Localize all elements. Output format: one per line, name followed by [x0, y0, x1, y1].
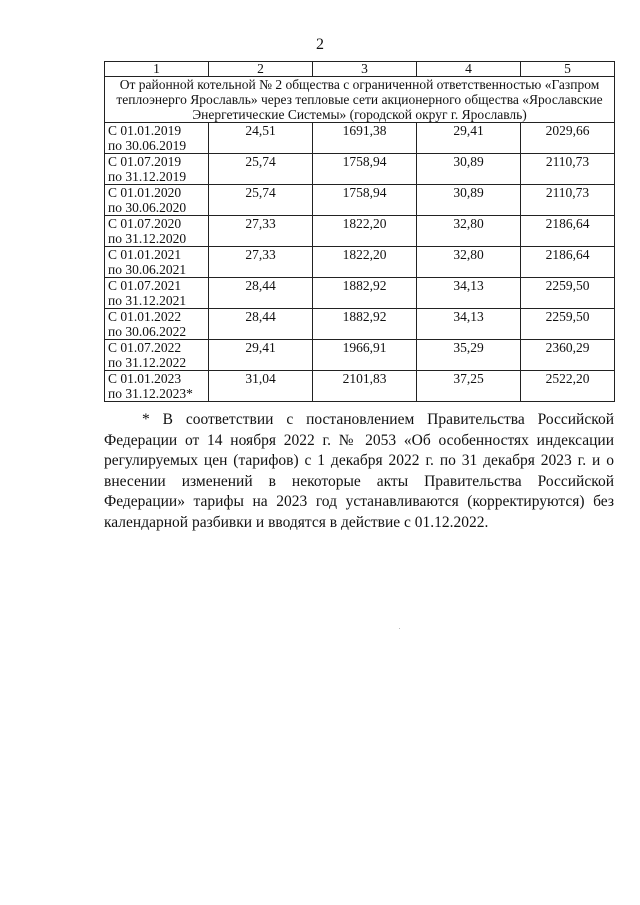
table-row	[105, 123, 615, 154]
value-cell-col2: 27,33	[209, 216, 313, 247]
period-to: по 31.12.2023*	[108, 386, 193, 401]
section-row	[105, 77, 615, 123]
value-cell-col3: 1691,38	[313, 123, 417, 154]
period-from: С 01.01.2023	[108, 371, 182, 386]
value-cell-col2: 24,51	[209, 123, 313, 154]
value-cell-col4: 34,13	[417, 278, 521, 309]
period-to: по 30.06.2020	[108, 200, 187, 215]
period-to: по 31.12.2020	[108, 231, 187, 246]
page-number: 2	[316, 36, 324, 53]
value-cell-col2: 25,74	[209, 185, 313, 216]
period-cell	[105, 154, 209, 185]
period-to: по 30.06.2019	[108, 138, 187, 153]
scan-speck	[399, 628, 400, 629]
period-cell	[105, 309, 209, 340]
value-cell-col3: 1882,92	[313, 309, 417, 340]
value-cell-col5: 2259,50	[521, 278, 615, 309]
value-cell-col3: 1758,94	[313, 185, 417, 216]
column-header-2: 2	[209, 62, 313, 77]
period-cell	[105, 185, 209, 216]
column-header-4: 4	[417, 62, 521, 77]
value-cell-col4: 32,80	[417, 216, 521, 247]
period-cell	[105, 247, 209, 278]
section-title: От районной котельной № 2 общества с ограниченной ответственностью «Газпром теплоэнерго Ярославль» через тепловые сети акционерного общества «Ярославские Энергетические Системы» (городской округ г. Ярославль)	[105, 77, 615, 123]
value-cell-col2: 28,44	[209, 278, 313, 309]
period-from: С 01.07.2019	[108, 154, 182, 169]
period-cell	[105, 216, 209, 247]
value-cell-col2: 25,74	[209, 154, 313, 185]
table-row	[105, 309, 615, 340]
period-to: по 31.12.2021	[108, 293, 187, 308]
table-row	[105, 278, 615, 309]
tariff-table	[104, 61, 615, 402]
value-cell-col4: 37,25	[417, 371, 521, 402]
period-to: по 31.12.2019	[108, 169, 187, 184]
period-from: С 01.07.2021	[108, 278, 182, 293]
value-cell-col3: 1966,91	[313, 340, 417, 371]
value-cell-col4: 35,29	[417, 340, 521, 371]
value-cell-col5: 2110,73	[521, 185, 615, 216]
value-cell-col2: 27,33	[209, 247, 313, 278]
value-cell-col3: 1822,20	[313, 247, 417, 278]
table-row	[105, 247, 615, 278]
value-cell-col5: 2186,64	[521, 216, 615, 247]
value-cell-col4: 30,89	[417, 185, 521, 216]
value-cell-col4: 32,80	[417, 247, 521, 278]
footnote-text: * В соответствии с постановлением Правительства Российской Федерации от 14 ноября 2022 г. № 2053 «Об особенностях индексации регулируемых цен (тарифов) с 1 декабря 2022 г. по 31 декабря 2023 г. и о внесении изменений в некоторые акты Правительства Российской Федерации» тарифы на 2023 год устанавливаются (корректируются) без календарной разбивки и вводятся в действие с 01.12.2022.	[104, 411, 614, 531]
value-cell-col5: 2259,50	[521, 309, 615, 340]
value-cell-col5: 2522,20	[521, 371, 615, 402]
period-from: С 01.01.2021	[108, 247, 182, 262]
value-cell-col4: 34,13	[417, 309, 521, 340]
table-row	[105, 154, 615, 185]
value-cell-col3: 2101,83	[313, 371, 417, 402]
value-cell-col5: 2110,73	[521, 154, 615, 185]
value-cell-col4: 29,41	[417, 123, 521, 154]
period-cell	[105, 123, 209, 154]
column-header-3: 3	[313, 62, 417, 77]
period-to: по 31.12.2022	[108, 355, 187, 370]
period-to: по 30.06.2021	[108, 262, 187, 277]
table-row	[105, 216, 615, 247]
period-cell	[105, 340, 209, 371]
table-row	[105, 371, 615, 402]
table-row	[105, 340, 615, 371]
value-cell-col3: 1882,92	[313, 278, 417, 309]
value-cell-col2: 29,41	[209, 340, 313, 371]
value-cell-col2: 31,04	[209, 371, 313, 402]
value-cell-col3: 1822,20	[313, 216, 417, 247]
period-from: С 01.07.2022	[108, 340, 182, 355]
value-cell-col3: 1758,94	[313, 154, 417, 185]
value-cell-col5: 2186,64	[521, 247, 615, 278]
period-from: С 01.01.2019	[108, 123, 182, 138]
period-from: С 01.07.2020	[108, 216, 182, 231]
column-header-5: 5	[521, 62, 615, 77]
value-cell-col4: 30,89	[417, 154, 521, 185]
value-cell-col5: 2360,29	[521, 340, 615, 371]
footnote	[104, 410, 614, 533]
value-cell-col2: 28,44	[209, 309, 313, 340]
period-from: С 01.01.2020	[108, 185, 182, 200]
period-from: С 01.01.2022	[108, 309, 182, 324]
table-header-row	[105, 62, 615, 77]
column-header-1: 1	[105, 62, 209, 77]
period-cell	[105, 278, 209, 309]
period-cell	[105, 371, 209, 402]
value-cell-col5: 2029,66	[521, 123, 615, 154]
table-row	[105, 185, 615, 216]
period-to: по 30.06.2022	[108, 324, 187, 339]
